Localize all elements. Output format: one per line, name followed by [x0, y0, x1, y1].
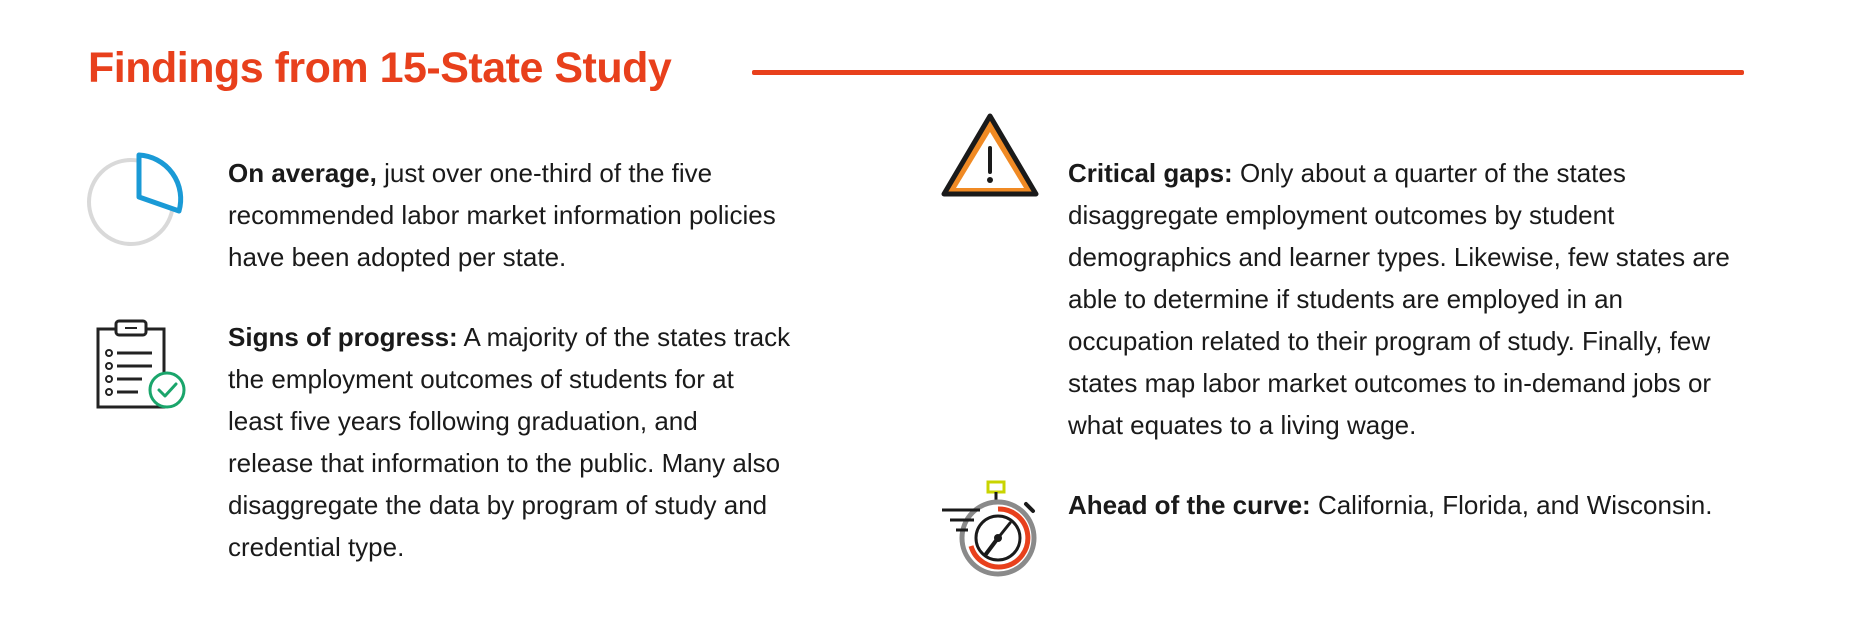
finding-ahead-line-1: California, Florida, and Wisconsin. [1310, 490, 1713, 520]
title-divider [752, 70, 1744, 75]
finding-average-lead: On average, [228, 158, 377, 188]
finding-progress-line-2: the employment outcomes of students for at [228, 364, 734, 394]
finding-progress-line-5: disaggregate the data by program of study and [228, 490, 768, 520]
finding-gaps-line-5: occupation related to their program of study. Finally, few [1068, 326, 1711, 356]
warning-triangle-icon [940, 112, 1040, 200]
finding-gaps-lead: Critical gaps: [1068, 158, 1233, 188]
finding-gaps-line-7: what equates to a living wage. [1068, 410, 1417, 440]
finding-progress-line-4: release that information to the public. Many also [228, 448, 781, 478]
finding-gaps-line-3: demographics and learner types. Likewise, few states are [1068, 242, 1730, 272]
stopwatch-icon [940, 480, 1050, 580]
finding-gaps [1068, 152, 1848, 446]
finding-average [228, 152, 868, 278]
clipboard-checklist-icon [92, 315, 192, 415]
finding-progress-lead: Signs of progress: [228, 322, 458, 352]
finding-average-line-1: just over one-third of the five [376, 158, 713, 188]
finding-gaps-line-6: states map labor market outcomes to in-demand jobs or [1068, 368, 1712, 398]
finding-average-line-3: have been adopted per state. [228, 242, 567, 272]
finding-ahead-lead: Ahead of the curve: [1068, 490, 1311, 520]
finding-gaps-line-4: able to determine if students are employed in an [1068, 284, 1624, 314]
finding-progress-line-3: least five years following graduation, and [228, 406, 698, 436]
finding-ahead [1068, 484, 1828, 526]
pie-chart-icon [86, 150, 186, 250]
page-title: Findings from 15-State Study [88, 44, 672, 92]
finding-progress-line-6: credential type. [228, 532, 405, 562]
finding-progress-line-1: A majority of the states track [457, 322, 791, 352]
finding-average-line-2: recommended labor market information policies [228, 200, 776, 230]
finding-gaps-line-1: Only about a quarter of the states [1232, 158, 1626, 188]
finding-gaps-line-2: disaggregate employment outcomes by student [1068, 200, 1615, 230]
finding-progress [228, 316, 888, 568]
